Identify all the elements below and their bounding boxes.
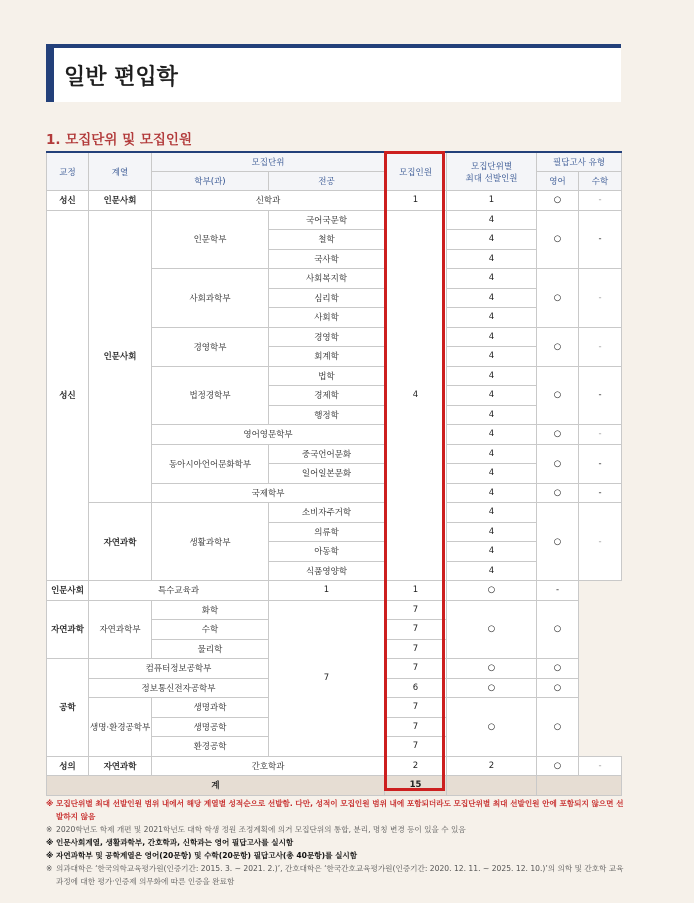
math-cell: - (579, 327, 622, 366)
table-row (47, 503, 622, 523)
field-cell: 자연과학 (89, 503, 152, 581)
table-row (47, 600, 622, 620)
max-cell: 4 (447, 561, 537, 581)
major-cell: 법학 (269, 366, 385, 386)
dept-cell: 동아시아언어문화학부 (152, 444, 269, 483)
english-cell: ○ (537, 366, 579, 425)
field-cell: 자연과학 (89, 756, 152, 776)
note-text: 의과대학은 ‘한국의학교육평가원(인증기간: 2015. 3. ~ 2021. 2.)’, 간호대학은 ‘한국간호교육평가원(인증기간: 2020. 12. 11. ~ 2025. 12. 10.)’의 의학 및 간호학 교육과정에 대한 평가·인증제 의무화에 따른 인증을 완료함 (56, 864, 624, 886)
major-cell: 회계학 (269, 347, 385, 367)
major-cell: 사회복지학 (269, 269, 385, 289)
quota-cell: 2 (385, 756, 447, 776)
max-cell: 4 (447, 405, 537, 425)
major-cell: 행정학 (269, 405, 385, 425)
english-cell: ○ (447, 581, 537, 601)
max-cell: 7 (385, 717, 447, 737)
dept-cell: 경영학부 (152, 327, 269, 366)
field-cell: 공학 (47, 659, 89, 757)
major-cell: 일어일본문화 (269, 464, 385, 484)
total-max (447, 776, 537, 796)
page-title-box (46, 44, 621, 102)
header-field: 계열 (89, 152, 152, 191)
max-cell: 1 (385, 581, 447, 601)
english-cell: ○ (537, 483, 579, 503)
max-cell: 2 (447, 756, 537, 776)
math-cell: - (537, 581, 579, 601)
dept-cell: 인문학부 (152, 210, 269, 269)
title-accent-bar (46, 48, 54, 102)
quota-cell: 1 (385, 191, 447, 211)
header-major: 전공 (269, 172, 385, 191)
header-quota: 모집인원 (385, 152, 447, 191)
header-max-line1: 모집단위별 (470, 161, 513, 172)
max-cell: 4 (447, 249, 537, 269)
english-cell: ○ (537, 425, 579, 445)
dept-cell: 사회과학부 (152, 269, 269, 328)
major-cell: 아동학 (269, 542, 385, 562)
campus-cell: 성신 (47, 191, 89, 211)
note-item (46, 836, 626, 849)
max-cell: 4 (447, 366, 537, 386)
math-cell: - (579, 366, 622, 425)
major-cell: 환경공학 (152, 737, 269, 757)
major-cell: 화학 (152, 600, 269, 620)
math-cell: - (579, 483, 622, 503)
total-exam (537, 776, 622, 796)
english-cell: ○ (537, 756, 579, 776)
max-cell: 4 (447, 308, 537, 328)
notes (46, 797, 626, 888)
math-cell: - (579, 269, 622, 328)
max-cell: 6 (385, 678, 447, 698)
max-cell: 4 (447, 464, 537, 484)
table-row (47, 581, 622, 601)
header-math: 수학 (579, 172, 622, 191)
major-cell: 소비자주거학 (269, 503, 385, 523)
max-cell: 4 (447, 542, 537, 562)
total-label: 계 (47, 776, 385, 796)
max-cell: 1 (447, 191, 537, 211)
max-cell: 4 (447, 425, 537, 445)
math-cell: - (579, 503, 622, 581)
math-cell: ○ (537, 659, 579, 679)
quota-cell: 7 (269, 600, 385, 756)
max-cell: 4 (447, 522, 537, 542)
header-unit: 모집단위 (152, 152, 385, 172)
dept-cell: 정보통신전자공학부 (89, 678, 269, 698)
major-cell: 의류학 (269, 522, 385, 542)
max-cell: 7 (385, 600, 447, 620)
dept-cell: 간호학과 (152, 756, 385, 776)
major-cell: 생명공학 (152, 717, 269, 737)
campus-cell: 성의 (47, 756, 89, 776)
dept-cell: 신학과 (152, 191, 385, 211)
english-cell: ○ (537, 191, 579, 211)
major-cell: 사회학 (269, 308, 385, 328)
max-cell: 4 (447, 269, 537, 289)
max-cell: 7 (385, 659, 447, 679)
max-cell: 4 (447, 503, 537, 523)
math-cell: - (579, 425, 622, 445)
max-cell: 4 (447, 386, 537, 406)
dept-cell: 국제학부 (152, 483, 385, 503)
quota-cell: 4 (385, 210, 447, 581)
note-item (46, 797, 626, 823)
dept-cell: 컴퓨터정보공학부 (89, 659, 269, 679)
major-cell: 경제학 (269, 386, 385, 406)
max-cell: 7 (385, 620, 447, 640)
dept-cell: 법정경학부 (152, 366, 269, 425)
major-cell: 수학 (152, 620, 269, 640)
max-cell: 4 (447, 288, 537, 308)
note-mark: ※ (46, 851, 54, 860)
note-mark: ※ (46, 864, 53, 873)
table-row (47, 756, 622, 776)
quota-cell: 1 (269, 581, 385, 601)
major-cell: 국어국문학 (269, 210, 385, 230)
math-cell: ○ (537, 600, 579, 659)
major-cell: 경영학 (269, 327, 385, 347)
max-cell: 4 (447, 210, 537, 230)
campus-cell: 성신 (47, 210, 89, 581)
page-title: 일반 편입학 (64, 65, 178, 90)
english-cell: ○ (537, 444, 579, 483)
note-text: 인문사회계열, 생활과학부, 간호학과, 신학과는 영어 필답고사를 실시함 (56, 838, 294, 847)
dept-cell: 생명·환경공학부 (89, 698, 152, 757)
major-cell: 식품영양학 (269, 561, 385, 581)
field-cell: 자연과학 (47, 600, 89, 659)
header-dept: 학부(과) (152, 172, 269, 191)
english-cell: ○ (537, 327, 579, 366)
note-mark: ※ (46, 825, 53, 834)
major-cell: 중국언어문화 (269, 444, 385, 464)
dept-cell: 자연과학부 (89, 600, 152, 659)
header-exam-type: 필답고사 유형 (537, 152, 622, 172)
english-cell: ○ (537, 269, 579, 328)
english-cell: ○ (447, 678, 537, 698)
major-cell: 물리학 (152, 639, 269, 659)
total-row (47, 776, 622, 796)
math-cell: ○ (537, 678, 579, 698)
english-cell: ○ (447, 600, 537, 659)
field-cell: 인문사회 (47, 581, 89, 601)
major-cell: 국사학 (269, 249, 385, 269)
english-cell: ○ (447, 698, 537, 757)
math-cell: - (579, 191, 622, 211)
note-mark: ※ (46, 799, 54, 808)
max-cell: 4 (447, 347, 537, 367)
max-cell: 7 (385, 639, 447, 659)
header-english: 영어 (537, 172, 579, 191)
table-row (47, 191, 622, 211)
max-cell: 4 (447, 483, 537, 503)
dept-cell: 생활과학부 (152, 503, 269, 581)
table-row (47, 210, 622, 230)
max-cell: 4 (447, 444, 537, 464)
major-cell: 심리학 (269, 288, 385, 308)
note-item (46, 849, 626, 862)
max-cell: 7 (385, 737, 447, 757)
dept-cell: 영어영문학부 (152, 425, 385, 445)
note-mark: ※ (46, 838, 54, 847)
major-cell: 철학 (269, 230, 385, 250)
section-title: 1. 모집단위 및 모집인원 (46, 132, 192, 148)
total-quota: 15 (385, 776, 447, 796)
field-cell: 인문사회 (89, 191, 152, 211)
header-max-line2: 최대 선발인원 (465, 173, 518, 184)
dept-cell: 특수교육과 (89, 581, 269, 601)
math-cell: - (579, 210, 622, 269)
english-cell: ○ (447, 659, 537, 679)
admission-table (46, 151, 622, 796)
math-cell: ○ (537, 698, 579, 757)
max-cell: 4 (447, 230, 537, 250)
english-cell: ○ (537, 210, 579, 269)
field-cell: 인문사회 (89, 210, 152, 503)
note-text: 자연과학부 및 공학계열은 영어(20문항) 및 수학(20문항) 필답고사(총 40문항)를 실시함 (56, 851, 358, 860)
max-cell: 4 (447, 327, 537, 347)
note-text: 모집단위별 최대 선발인원 범위 내에서 해당 계열별 성적순으로 선발함. 다만, 성적이 모집인원 범위 내에 포함되더라도 모집단위별 최대 선발인원 안에 포함되지 않으면 선발하지 않음 (56, 799, 624, 821)
note-item (46, 823, 626, 836)
header-campus: 교정 (47, 152, 89, 191)
math-cell: - (579, 756, 622, 776)
math-cell: - (579, 444, 622, 483)
major-cell: 생명과학 (152, 698, 269, 718)
note-text: 2020학년도 학제 개편 및 2021학년도 대학 학생 정원 조정계획에 의거 모집단위의 통합, 분리, 명칭 변경 등이 있을 수 있음 (56, 825, 466, 834)
english-cell: ○ (537, 503, 579, 581)
note-item (46, 862, 626, 888)
header-max (447, 152, 537, 191)
max-cell: 7 (385, 698, 447, 718)
